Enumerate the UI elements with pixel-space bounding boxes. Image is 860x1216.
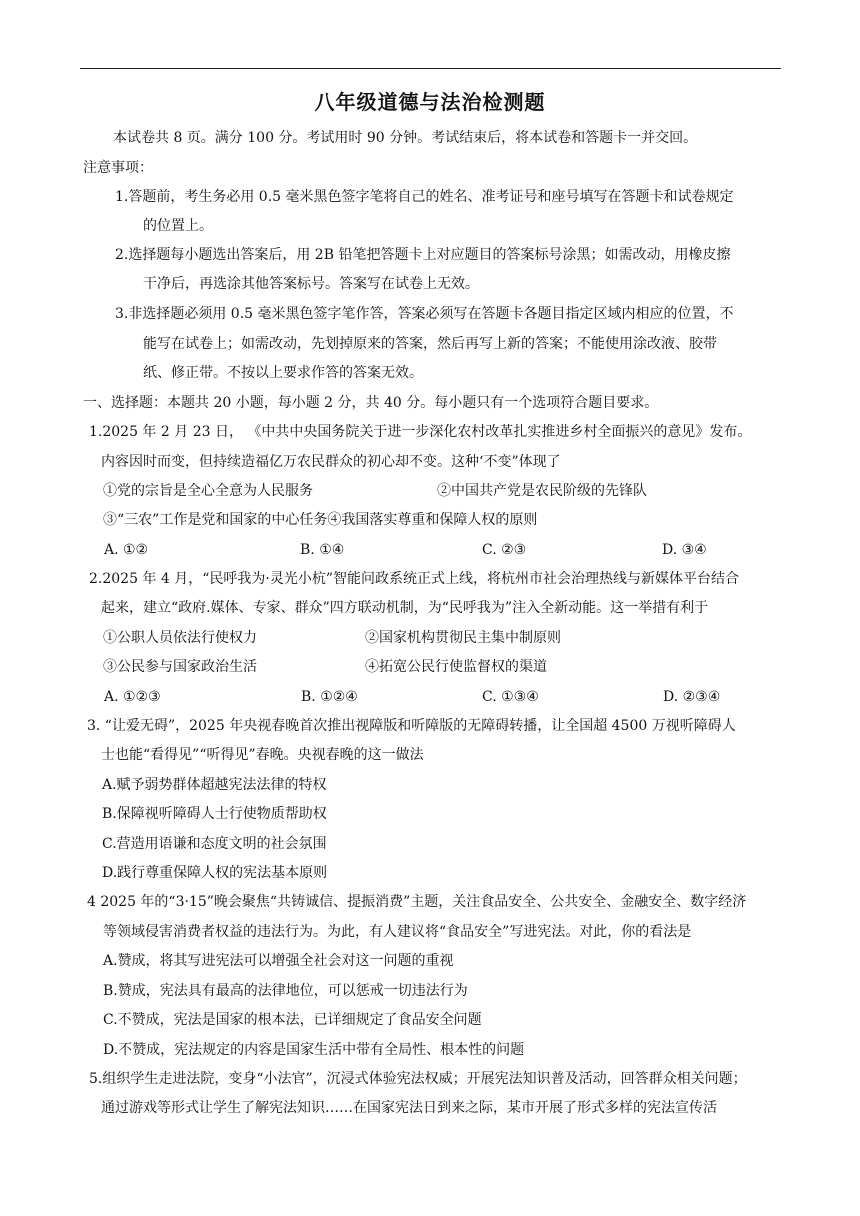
q2-statement-2: ②国家机构贯彻民主集中制原则 bbox=[365, 630, 561, 646]
q1-option-a[interactable]: A. ①② bbox=[104, 542, 149, 558]
q1-option-d[interactable]: D. ③④ bbox=[662, 542, 707, 558]
q2-statement-3: ③公民参与国家政治生活 bbox=[103, 659, 257, 675]
q2-statement-1: ①公职人员依法行使权力 bbox=[103, 630, 257, 646]
q1-statement-2: ②中国共产党是农民阶级的先锋队 bbox=[437, 483, 647, 499]
q4-stem-line-2: 等领域侵害消费者权益的违法行为。为此，有人建议将“食品安全”写进宪法。对此，你的看法是 bbox=[103, 924, 692, 940]
page-title: 八年级道德与法治检测题 bbox=[314, 90, 546, 114]
q1-stem-line-2: 内容因时而变，但持续造福亿万农民群众的初心却不变。这种‘不变”体现了 bbox=[101, 454, 561, 470]
notice-2-line-2: 干净后，再选涂其他答案标号。答案写在试卷上无效。 bbox=[143, 276, 479, 292]
q3-option-d[interactable]: D.践行尊重保障人权的宪法基本原则 bbox=[102, 865, 328, 881]
header-rule bbox=[80, 68, 781, 69]
q2-option-c[interactable]: C. ①③④ bbox=[482, 689, 539, 705]
q4-option-c[interactable]: C.不赞成，宪法是国家的根本法，已详细规定了食品安全问题 bbox=[103, 1012, 482, 1028]
q5-stem-line-2: 通过游戏等形式让学生了解宪法知识……在国家宪法日到来之际，某市开展了形式多样的宪法宣传活 bbox=[101, 1100, 717, 1116]
notice-heading: 注意事项： bbox=[83, 160, 153, 176]
q4-option-b[interactable]: B.赞成，宪法具有最高的法律地位，可以惩戒一切违法行为 bbox=[103, 983, 468, 999]
q4-stem-line-1: 4 2025 年的“3·15”晚会聚焦“共铸诚信、提振消费”主题，关注食品安全、公共安全、金融安全、数字经济 bbox=[87, 894, 747, 910]
q3-option-a[interactable]: A.赋予弱势群体超越宪法法律的特权 bbox=[102, 777, 327, 793]
q1-statement-3-4: ③“三农”工作是党和国家的中心任务④我国落实尊重和保障人权的原则 bbox=[103, 512, 538, 528]
notice-2-line-1: 2.选择题每小题选出答案后，用 2B 铅笔把答题卡上对应题目的答案标号涂黑；如需改动，用橡皮擦 bbox=[115, 247, 731, 263]
intro-text: 本试卷共 8 页。满分 100 分。考试用时 90 分钟。考试结束后，将本试卷和答题卡一并交回。 bbox=[113, 130, 698, 146]
q4-option-a[interactable]: A.赞成，将其写进宪法可以增强全社会对这一问题的重视 bbox=[103, 953, 454, 969]
q5-stem-line-1: 5.组织学生走进法院，变身“小法官”，沉浸式体验宪法权威；开展宪法知识普及活动，回答群众相关问题； bbox=[89, 1071, 747, 1087]
q2-stem-line-2: 起来，建立“政府.媒体、专家、群众”四方联动机制，为“民呼我为”注入全新动能。这一举措有利于 bbox=[101, 600, 709, 616]
q3-stem-line-2: 士也能“看得见”“听得见”春晚。央视春晚的这一做法 bbox=[101, 747, 424, 763]
q1-option-b[interactable]: B. ①④ bbox=[300, 542, 345, 558]
q2-stem-line-1: 2.2025 年 4 月，“民呼我为·灵光小杭”智能问政系统正式上线，将杭州市社会治理热线与新媒体平台结合 bbox=[89, 571, 740, 587]
section-heading: 一、选择题：本题共 20 小题，每小题 2 分，共 40 分。每小题只有一个选项符合题目要求。 bbox=[83, 395, 659, 411]
q1-stem-line-1: 1.2025 年 2 月 23 日， 《中共中央国务院关于进一步深化农村改革扎实推进乡村全面振兴的意见》发布。 bbox=[89, 424, 752, 440]
q1-statement-1: ①党的宗旨是全心全意为人民服务 bbox=[103, 483, 313, 499]
notice-1-line-1: 1.答题前，考生务必用 0.5 毫米黑色签字笔将自己的姓名、准考证号和座号填写在答题卡和试卷规定 bbox=[115, 189, 734, 205]
q2-option-a[interactable]: A. ①②③ bbox=[104, 689, 161, 705]
q1-option-c[interactable]: C. ②③ bbox=[482, 542, 527, 558]
q4-option-d[interactable]: D.不赞成，宪法规定的内容是国家生活中带有全局性、根本性的问题 bbox=[103, 1042, 525, 1058]
q3-option-b[interactable]: B.保障视听障碍人士行使物质帮助权 bbox=[102, 806, 327, 822]
q3-stem-line-1: 3. “让爱无碍”，2025 年央视春晚首次推出视障版和听障版的无障碍转播，让全国超 4500 万视听障碍人 bbox=[87, 718, 736, 734]
q2-option-b[interactable]: B. ①②④ bbox=[301, 689, 358, 705]
notice-3-line-1: 3.非选择题必须用 0.5 毫米黑色签字笔作答，答案必须写在答题卡各题目指定区域内相应的位置，不 bbox=[115, 306, 734, 322]
notice-3-line-2: 能写在试卷上；如需改动，先划掉原来的答案，然后再写上新的答案；不能使用涂改液、胶带 bbox=[143, 336, 717, 352]
notice-1-line-2: 的位置上。 bbox=[143, 218, 213, 234]
q3-option-c[interactable]: C.营造用语谦和态度文明的社会氛围 bbox=[102, 836, 327, 852]
q2-statement-4: ④拓宽公民行使监督权的渠道 bbox=[365, 659, 547, 675]
q2-option-d[interactable]: D. ②③④ bbox=[663, 689, 721, 705]
notice-3-line-3: 纸、修正带。不按以上要求作答的答案无效。 bbox=[143, 365, 423, 381]
